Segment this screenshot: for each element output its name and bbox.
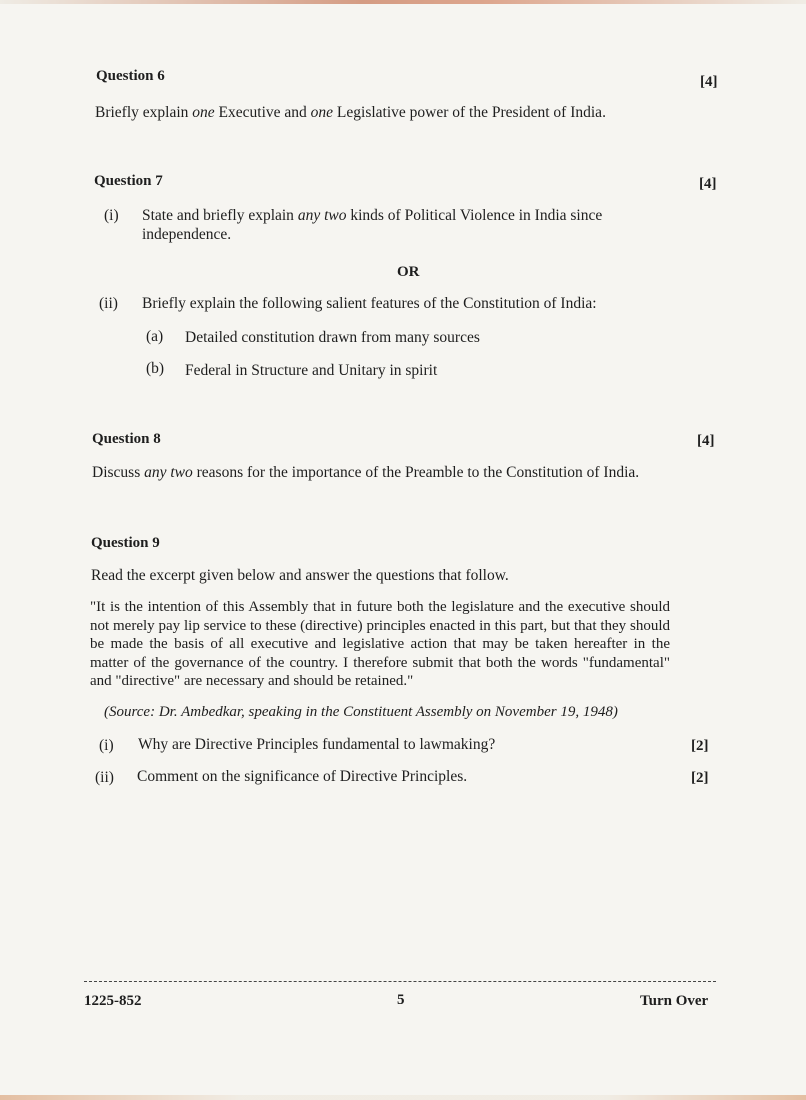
footer-turn-over: Turn Over: [640, 993, 709, 1009]
question-7-part-i-number: (i): [104, 207, 119, 224]
question-7-title: Question 7: [94, 173, 163, 189]
page-edge-top: [0, 0, 806, 4]
question-8-marks: [4]: [697, 433, 715, 449]
question-7-part-i-text: State and briefly explain any two kinds of Political Violence in India since independence.: [142, 207, 603, 243]
question-9-excerpt: "It is the intention of this Assembly that in future both the legislature and the executive should not merely pay lip service to these (directive) principles enacted in this part, but that they should be made the basis of all executive and legislative action that may be taken hereafter in the matter of the governance of the country. I therefore submit that both the words "fundamental" and "directive" are necessary and should be retained.": [90, 599, 670, 689]
question-8-text: Discuss any two reasons for the importance of the Preamble to the Constitution of India.: [92, 464, 640, 481]
page-edge-bottom: [0, 1095, 806, 1100]
question-7-part-ii-number: (ii): [99, 295, 118, 312]
question-9-intro: Read the excerpt given below and answer the questions that follow.: [91, 567, 509, 584]
question-9-part-ii-marks: [2]: [691, 770, 709, 786]
question-7-or: OR: [397, 264, 420, 280]
question-9-part-i-marks: [2]: [691, 738, 709, 754]
question-9-source: (Source: Dr. Ambedkar, speaking in the Constituent Assembly on November 19, 1948): [104, 704, 618, 720]
question-7-sub-b-text: Federal in Structure and Unitary in spirit: [185, 362, 438, 379]
footer-page-number: 5: [397, 992, 405, 1008]
question-7-marks: [4]: [699, 176, 717, 192]
question-9-part-ii-text: Comment on the significance of Directive Principles.: [137, 768, 468, 785]
question-9-part-ii-number: (ii): [95, 769, 114, 786]
question-6-title: Question 6: [96, 68, 165, 84]
question-7-sub-b-label: (b): [146, 360, 165, 377]
footer-paper-code: 1225-852: [84, 993, 142, 1009]
question-9-part-i-number: (i): [99, 737, 114, 754]
question-6-text: Briefly explain one Executive and one Legislative power of the President of India.: [95, 104, 606, 121]
question-7-part-ii-text: Briefly explain the following salient features of the Constitution of India:: [142, 295, 597, 312]
question-9-title: Question 9: [91, 535, 160, 551]
question-7-sub-a-text: Detailed constitution drawn from many sources: [185, 329, 480, 346]
question-7-sub-a-label: (a): [146, 328, 164, 345]
question-9-part-i-text: Why are Directive Principles fundamental to lawmaking?: [138, 736, 496, 753]
footer-divider: [84, 981, 716, 982]
question-8-title: Question 8: [92, 431, 161, 447]
question-6-marks: [4]: [700, 74, 718, 90]
